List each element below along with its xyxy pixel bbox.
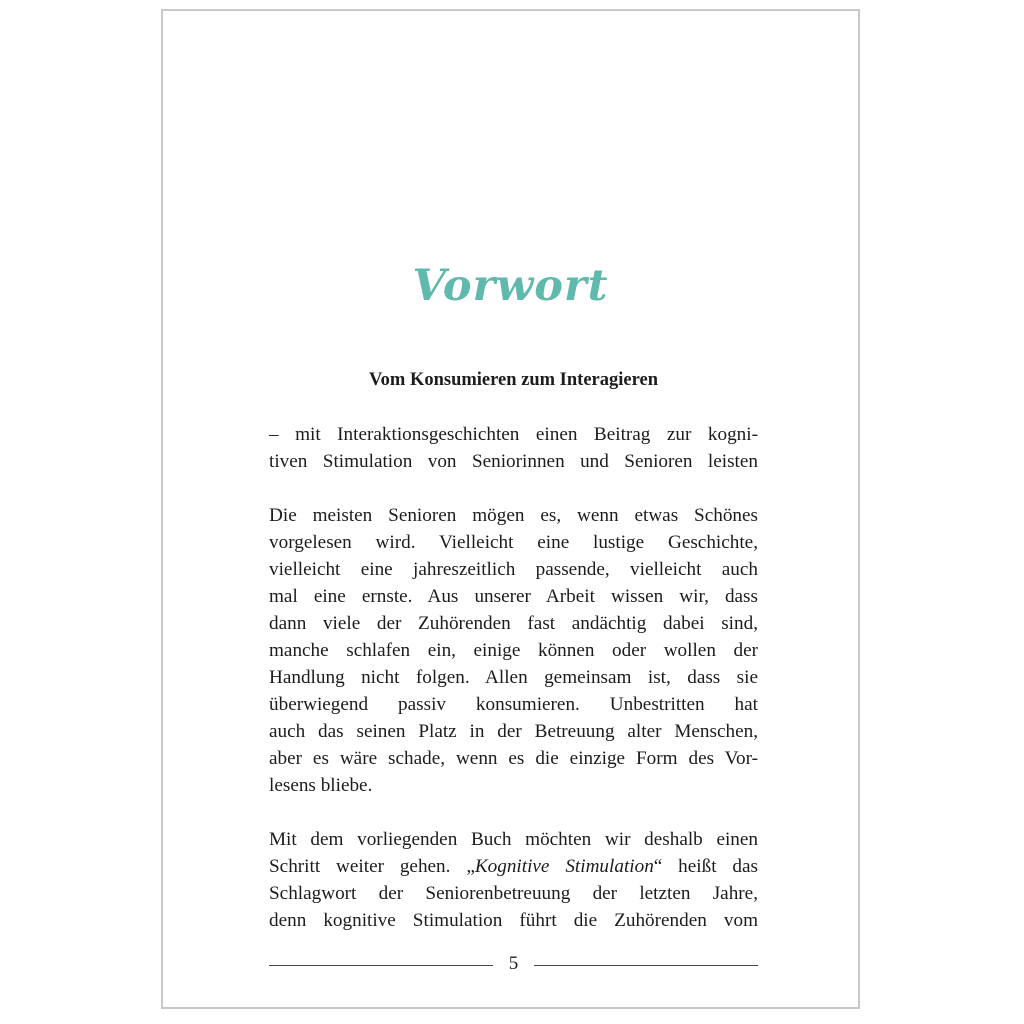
body-paragraph-1 xyxy=(269,502,758,799)
emphasized-term: Kognitive Stimulation xyxy=(474,856,654,877)
text-line: lesens bliebe. xyxy=(269,775,373,796)
book-page xyxy=(161,9,860,1009)
text-line: denn kognitive Stimulation führt die Zuhörenden vom xyxy=(269,910,758,931)
text-line: dann viele der Zuhörenden fast andächtig dabei sind, xyxy=(269,613,758,634)
text-line: Schlagwort der Seniorenbetreuung der letzten Jahre, xyxy=(269,883,758,904)
page-number: 5 xyxy=(508,953,519,974)
text-line: Die meisten Senioren mögen es, wenn etwas Schönes xyxy=(269,505,758,526)
text-segment: “ heißt das xyxy=(653,856,758,877)
text-line: aber es wäre schade, wenn es die einzige Form des Vor- xyxy=(269,748,758,769)
text-line: mal eine ernste. Aus unserer Arbeit wissen wir, dass xyxy=(269,586,758,607)
text-line: überwiegend passiv konsumieren. Unbestritten hat xyxy=(269,694,758,715)
page-body xyxy=(269,367,758,961)
intro-paragraph xyxy=(269,421,758,475)
text-line: manche schlafen ein, einige können oder wollen der xyxy=(269,640,758,661)
text-line: – mit Interaktionsgeschichten einen Beitrag zur kogni- xyxy=(269,424,758,445)
body-paragraph-2 xyxy=(269,826,758,934)
text-line: auch das seinen Platz in der Betreuung alter Menschen, xyxy=(269,721,758,742)
text-line: Mit dem vorliegenden Buch möchten wir deshalb einen xyxy=(269,829,758,850)
text-line: Handlung nicht folgen. Allen gemeinsam ist, dass sie xyxy=(269,667,758,688)
page-footer xyxy=(269,952,758,982)
chapter-title: Vorwort xyxy=(412,261,609,311)
text-line-with-emphasis xyxy=(269,853,758,880)
text-segment: Schritt weiter gehen. „ xyxy=(269,856,475,877)
text-line: vielleicht eine jahreszeitlich passende, vielleicht auch xyxy=(269,559,758,580)
section-subtitle: Vom Konsumieren zum Interagieren xyxy=(369,370,658,390)
footer-rule-right xyxy=(534,965,758,966)
text-line: tiven Stimulation von Seniorinnen und Senioren leisten xyxy=(269,451,758,472)
text-line: vorgelesen wird. Vielleicht eine lustige Geschichte, xyxy=(269,532,758,553)
